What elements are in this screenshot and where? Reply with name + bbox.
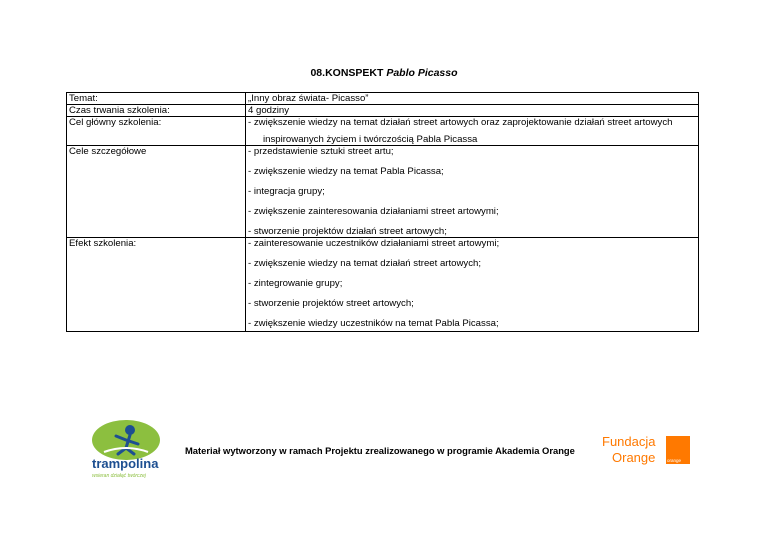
cel-glowny-line-2: inspirowanych życiem i twórczością Pabla Picassa: [263, 134, 478, 145]
row-cel-glowny: [67, 117, 699, 146]
efekt-item: - stworzenie projektów street artowych;: [248, 298, 414, 309]
label-efekt: Efekt szkolenia:: [67, 238, 246, 332]
row-temat: [67, 93, 699, 105]
svg-text:trampolina: trampolina: [92, 456, 159, 471]
label-cel-glowny: Cel główny szkolenia:: [67, 117, 246, 146]
svg-text:wsieran działąć twórczej: wsieran działąć twórczej: [92, 473, 146, 479]
trampolina-logo: [86, 418, 170, 480]
cel-szczegolowy-item: - zwiększenie wiedzy na temat Pabla Picassa;: [248, 166, 444, 177]
row-czas: [67, 105, 699, 117]
cel-szczegolowy-item: - integracja grupy;: [248, 186, 325, 197]
efekt-item: - zwiększenie wiedzy uczestników na temat Pabla Picassa;: [248, 318, 499, 329]
row-efekt: [67, 238, 699, 332]
cel-szczegolowy-item: - stworzenie projektów działań street artowych;: [248, 226, 447, 237]
document-title: [0, 67, 768, 79]
title-name: Pablo Picasso: [386, 67, 458, 79]
label-czas: Czas trwania szkolenia:: [67, 105, 246, 117]
value-temat: „Inny obraz świata- Picasso”: [246, 93, 699, 105]
konspekt-table: [66, 92, 699, 332]
value-efekt: [246, 238, 699, 332]
svg-text:Fundacja: Fundacja: [602, 434, 656, 449]
efekt-item: - zwiększenie wiedzy na temat działań street artowych;: [248, 258, 482, 269]
fundacja-orange-logo: [600, 432, 692, 468]
footer-text: Materiał wytworzony w ramach Projektu zrealizowanego w programie Akademia Orange: [185, 445, 575, 456]
fundacja-orange-logo-graphic: [600, 432, 692, 468]
value-cele-szczegolowe: [246, 146, 699, 238]
cel-szczegolowy-item: - przedstawienie sztuki street artu;: [248, 146, 394, 157]
svg-text:Orange: Orange: [612, 450, 656, 465]
title-prefix: 08.KONSPEKT: [310, 67, 387, 79]
svg-text:orange: orange: [667, 458, 682, 463]
label-temat: Temat:: [67, 93, 246, 105]
label-cele-szczegolowe: Cele szczegółowe: [67, 146, 246, 238]
efekt-item: - zainteresowanie uczestników działaniami street artowymi;: [248, 238, 500, 249]
value-czas: 4 godziny: [246, 105, 699, 117]
cel-glowny-line-1: - zwiększenie wiedzy na temat działań street artowych oraz zaprojektowanie działań street artowych: [248, 117, 673, 128]
row-cele-szczegolowe: [67, 146, 699, 238]
cel-szczegolowy-item: - zwiększenie zainteresowania działaniami street artowymi;: [248, 206, 499, 217]
value-cel-glowny: [246, 117, 699, 146]
trampolina-logo-graphic: [86, 418, 170, 480]
efekt-item: - zintegrowanie grupy;: [248, 278, 343, 289]
